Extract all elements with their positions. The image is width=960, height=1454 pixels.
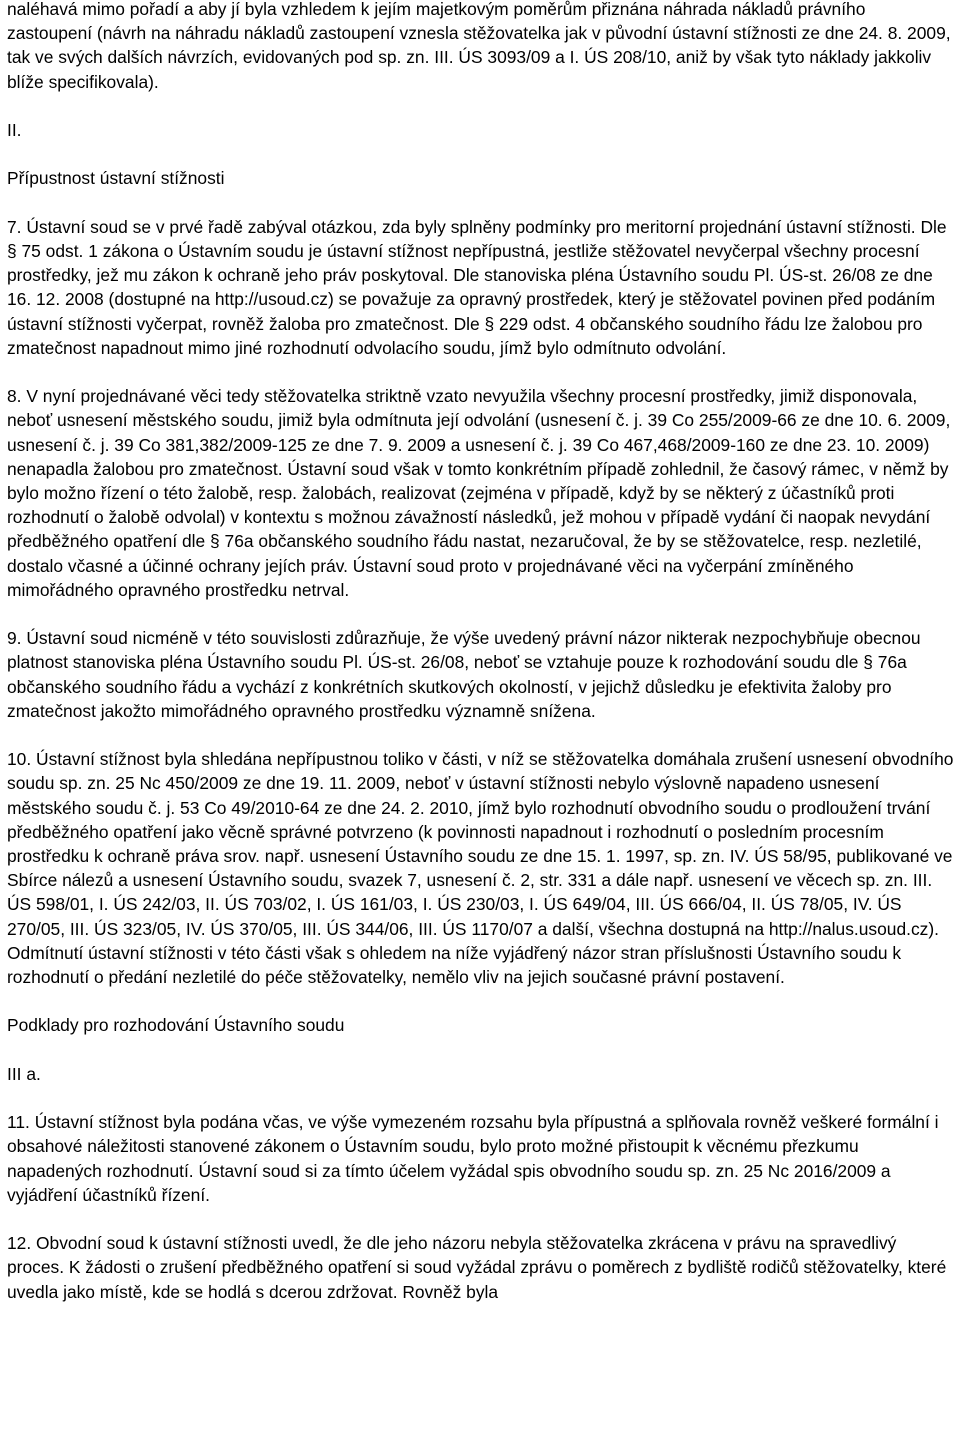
section-heading-ii: II. xyxy=(7,120,22,140)
paragraph-9: 9. Ústavní soud nicméně v této souvislosti zdůrazňuje, že výše uvedený právní názor nikterak nezpochybňuje obecnou platnost stanoviska pléna Ústavního soudu Pl. ÚS-st. 26/08, neboť se vztahuje pouze k rozhodování soudu dle § 76a občanského soudního řádu a vychází z konkrétních skutkových okolností, v jejichž důsledku je efektivita žaloby pro zmatečnost jakožto mimořádného opravného prostředku významně snížena. xyxy=(7,628,921,721)
section-title-documents: Podklady pro rozhodování Ústavního soudu xyxy=(7,1015,345,1036)
section-title-admissibility: Přípustnost ústavní stížnosti xyxy=(7,168,225,189)
paragraph-10: 10. Ústavní stížnost byla shledána nepřípustnou toliko v části, v níž se stěžovatelka domáhala zrušení usnesení obvodního soudu sp. zn. 25 Nc 450/2009 ze dne 19. 11. 2009, neboť v ústavní stížnosti nebylo výslovně napadeno usnesení městského soudu č. j. 53 Co 49/2010-64 ze dne 24. 2. 2010, jímž bylo rozhodnutí obvodního soudu o prodloužení trvání předběžného opatření jako věcně správné potvrzeno (k povinnosti napadnout i rozhodnutí o posledním procesním prostředku k ochraně práva srov. např. usnesení Ústavního soudu ze dne 15. 1. 1997, sp. zn. IV. ÚS 58/95, publikované ve Sbírce nálezů a usnesení Ústavního soudu, svazek 7, usnesení č. 2, str. 331 a dále např. usnesení ve věcech sp. zn. III. ÚS 598/01, I. ÚS 242/03, II. ÚS 703/02, I. ÚS 161/03, I. ÚS 230/03, I. ÚS 649/04, III. ÚS 666/04, II. ÚS 78/05, IV. ÚS 270/05, III. ÚS 323/05, IV. ÚS 370/05, III. ÚS 344/06, III. ÚS 1170/07 a další, všechna dostupná na http://nalus.usoud.cz). Odmítnutí ústavní stížnosti v této části však s ohledem na níže vyjádřený názor stran příslušnosti Ústavního soudu k rozhodnutí o předání nezletilé do péče stěžovatelky, nemělo vliv na jejich současné právní postavení. xyxy=(7,749,954,988)
document-page xyxy=(7,0,955,1304)
paragraph-11: 11. Ústavní stížnost byla podána včas, ve výše vymezeném rozsahu byla přípustná a splňovala rovněž veškeré formální i obsahové náležitosti stanovené zákonem o Ústavním soudu, bylo proto možné přistoupit k věcnému přezkumu napadených rozhodnutí. Ústavní soud si za tímto účelem vyžádal spis obvodního soudu sp. zn. 25 Nc 2016/2009 a vyjádření účastníků řízení. xyxy=(7,1112,939,1205)
paragraph-12: 12. Obvodní soud k ústavní stížnosti uvedl, že dle jeho názoru nebyla stěžovatelka zkrácena v právu na spravedlivý proces. K žádosti o zrušení předběžného opatření si soud vyžádal zprávu o poměrech z bydliště rodičů stěžovatelky, které uvedla jako místě, kde se hodlá s dcerou zdržovat. Rovněž byla xyxy=(7,1233,947,1302)
paragraph-intro-continuation: naléhavá mimo pořadí a aby jí byla vzhledem k jejím majetkovým poměrům přiznána náhrada nákladů právního zastoupení (návrh na náhradu nákladů zastoupení vznesla stěžovatelka jak v původní ústavní stížnosti ze dne 24. 8. 2009, tak ve svých dalších návrzích, evidovaných pod sp. zn. III. ÚS 3093/09 a I. ÚS 208/10, aniž by však tyto náklady jakkoliv blíže specifikovala). xyxy=(7,0,951,92)
paragraph-8: 8. V nyní projednávané věci tedy stěžovatelka striktně vzato nevyužila všechny procesní prostředky, jimiž disponovala, neboť usnesení městského soudu, jimiž byla odmítnuta její odvolání (usnesení č. j. 39 Co 255/2009-66 ze dne 10. 6. 2009, usnesení č. j. 39 Co 381,382/2009-125 ze dne 7. 9. 2009 a usnesení č. j. 39 Co 467,468/2009-160 ze dne 23. 10. 2009) nenapadla žalobou pro zmatečnost. Ústavní soud však v tomto konkrétním případě zohlednil, že časový rámec, v němž by bylo možno řízení o této žalobě, resp. žalobách, realizovat (zejména v případě, když by se některý z účastníků proti rozhodnutí o žalobě odvolal) v kontextu s možnou závažností následků, jež mohou v případě vydání či naopak nevydání předběžného opatření dle § 76a občanského soudního řádu nastat, nezaručoval, že by se stěžovatelce, resp. nezletilé, dostalo včasné a účinné ochrany jejích práv. Ústavní soud proto v projednávané věci na vyčerpání zmíněného mimořádného opravného prostředku netrval. xyxy=(7,386,951,600)
section-heading-iii-a: III a. xyxy=(7,1063,41,1084)
paragraph-7: 7. Ústavní soud se v prvé řadě zabýval otázkou, zda byly splněny podmínky pro meritorní projednání ústavní stížnosti. Dle § 75 odst. 1 zákona o Ústavním soudu je ústavní stížnost nepřípustná, jestliže stěžovatel nevyčerpal všechny procesní prostředky, jež mu zákon k ochraně jeho práv poskytoval. Dle stanoviska pléna Ústavního soudu Pl. ÚS-st. 26/08 ze dne 16. 12. 2008 (dostupné na http://usoud.cz) se považuje za opravný prostředek, který je stěžovatel povinen před podáním ústavní stížnosti vyčerpat, rovněž žaloba pro zmatečnost. Dle § 229 odst. 4 občanského soudního řádu lze žalobou pro zmatečnost napadnout mimo jiné rozhodnutí odvolacího soudu, jímž bylo odmítnuto odvolání. xyxy=(7,216,947,358)
